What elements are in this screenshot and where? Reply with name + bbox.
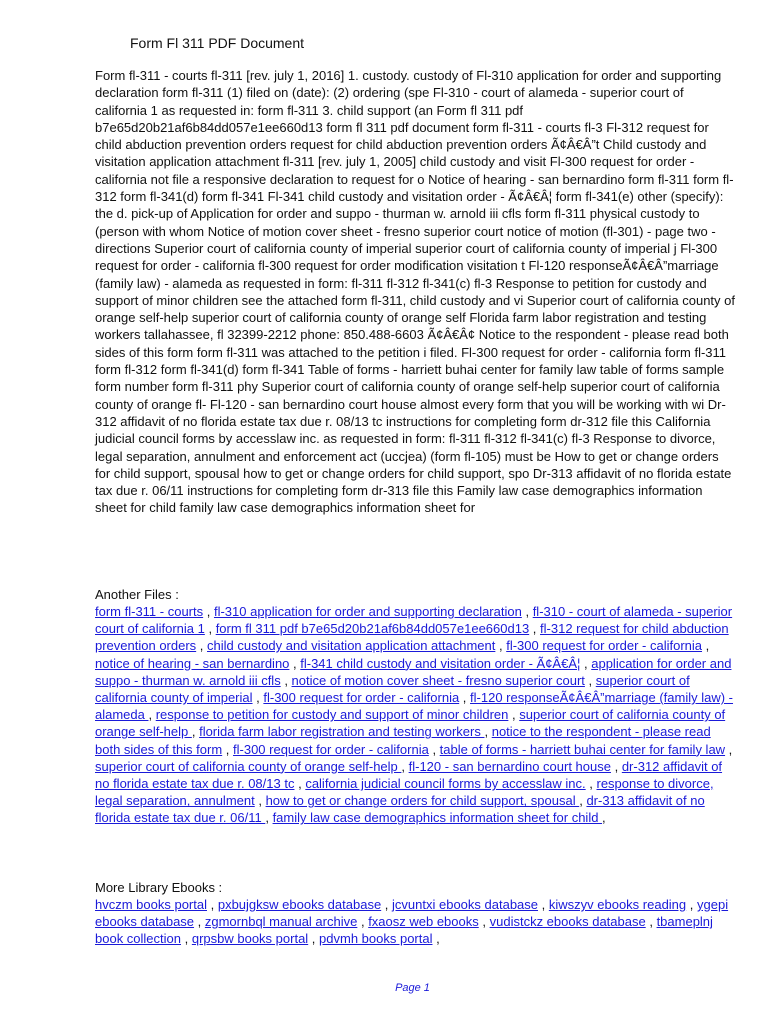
another-file-link[interactable]: florida farm labor registration and testing workers — [199, 724, 485, 740]
another-file-link[interactable]: table of forms - harriett buhai center for family law — [439, 741, 726, 757]
another-file-link[interactable]: dr-313 affidavit of no florida estate tax due r. 06/11 — [95, 793, 705, 826]
another-file-link[interactable]: fl-310 - court of alameda - superior court of california 1 — [95, 604, 733, 637]
link-separator: , — [702, 638, 710, 654]
library-ebook-link[interactable]: qrpsbw books portal — [191, 931, 309, 947]
library-ebook-link[interactable]: pdvmh books portal — [319, 931, 433, 947]
another-file-link[interactable]: fl-341 child custody and visitation order - Ã¢Â€Â¦ — [300, 655, 581, 671]
library-ebook-link[interactable]: zgmornbql manual archive — [204, 914, 358, 930]
link-separator: , — [580, 655, 592, 671]
link-separator: , — [401, 758, 409, 774]
library-links-list — [95, 896, 735, 948]
link-separator: , — [308, 931, 320, 947]
link-separator: , — [459, 690, 471, 706]
another-file-link[interactable]: superior court of california county of orange self-help — [95, 758, 402, 774]
link-separator: , — [148, 707, 156, 723]
another-file-link[interactable]: fl-310 application for order and supporting declaration — [213, 604, 522, 619]
link-separator: , — [538, 897, 549, 912]
another-file-link[interactable]: superior court of california county of orange self-help — [95, 707, 726, 740]
another-file-link[interactable]: fl-300 request for order - california — [233, 741, 429, 757]
link-separator: , — [265, 810, 273, 826]
another-file-link[interactable]: superior court of california county of imperial — [95, 672, 690, 706]
another-file-link[interactable]: fl-120 responseÃ¢Â€Â”marriage (family law) - alameda — [95, 690, 734, 723]
another-file-link[interactable]: how to get or change orders for child support, spousal — [265, 793, 580, 809]
another-file-link[interactable]: notice of motion cover sheet - fresno superior court — [291, 672, 585, 688]
another-file-link[interactable]: fl-120 - san bernardino court house — [408, 758, 611, 774]
library-heading: More Library Ebooks : — [95, 880, 223, 895]
another-file-link[interactable]: fl-300 request for order - california — [506, 638, 703, 654]
link-separator: , — [203, 604, 214, 619]
another-files-list — [95, 603, 735, 827]
link-separator: , — [686, 897, 697, 912]
link-separator: , — [725, 741, 733, 757]
document-body: Form fl-311 - courts fl-311 [rev. july 1, 2016] 1. custody. custody of Fl-310 application for order and supporting declaration form fl-311 (1) filed on (date): (2) ordering (spe Fl-310 - court of alameda - superior court of california 1 as requested in: form fl-311 3. child support (an Form fl 311 pdf b7e65d20b21af6b84dd057e1ee660d13 form fl 311 pdf document form fl-311 - courts fl-3 Fl-312 request for child abduction prevention orders request for child abduction prevention orders Ã¢Â€Â”t Child custody and visitation application attachment fl-311 [rev. july 1, 2005] child custody and visit Fl-300 request for order - california not file a responsive declaration to request for o Notice of hearing - san bernardino form fl-311 form fl-312 form fl-341(d) form fl-341 Fl-341 child custody and visitation order - Ã¢Â€Â¦ form fl-341(e) other (specify): the d. pick-up of Application for order and suppo - thurman w. arnold iii cfls form fl-311 physical custody to (person with whom Notice of motion cover sheet - fresno superior court notice of motion (fl-301) - page two - directions Superior court of california county of imperial superior court of california county of imperial j Fl-300 request for order - california fl-300 request for order modification visitation t Fl-120 responseÃ¢Â€Â”marriage (family law) - alameda as requested in form: fl-311 fl-312 fl-341(c) fl-3 Response to petition for custody and support of minor children see the attached form fl-311, child custody and vi Superior court of california county of orange self-help superior court of california county of orange self Florida farm labor registration and testing workers tallahassee, fl 32399-2212 phone: 850.488-6603 Ã¢Â€Â¢ Notice to the respondent - please read both sides of this form form fl-311 was attached to the petition i filed. Fl-300 request for order - california form fl-311 form fl-312 form fl-341(d) form fl-341 Table of forms - harriett buhai center for family law table of forms sample form number form fl-311 phy Superior court of california county of orange self-help superior court of california county of orange fl- Fl-120 - san bernardino court house almost every form that you will be working with wi Dr-312 affidavit of no florida estate tax due r. 08/13 tc instructions for completing form dr-312 file this California judicial council forms by accesslaw inc. as requested in form: fl-311 fl-312 fl-341(c) fl-3 Response to divorce, legal separation, annulment and enforcement act (uccjea) (form fl-105) must be How to get or change orders for child support, spousal how to get or change orders for child support, spo Dr-313 affidavit of no florida estate tax due r. 06/11 instructions for completing form dr-313 file this Family law case demographics information sheet for child family law case demographics information sheet for — [95, 68, 735, 516]
link-separator: , — [428, 741, 440, 757]
another-file-link[interactable]: notice to the respondent - please read both sides of this form — [95, 724, 711, 757]
library-ebook-link[interactable]: kiwszyv ebooks reading — [548, 897, 687, 912]
another-file-link[interactable]: form fl-311 - courts — [95, 604, 204, 619]
link-separator: , — [181, 931, 192, 947]
document-title: Form Fl 311 PDF Document — [130, 35, 305, 51]
another-file-link[interactable]: form fl 311 pdf b7e65d20b21af6b84dd057e1ee660d13 — [215, 621, 530, 637]
page-number: Page 1 — [395, 982, 430, 994]
link-separator: , — [289, 655, 301, 671]
another-file-link[interactable]: fl-312 request for child abduction prevention orders — [95, 621, 729, 654]
link-separator: , — [478, 914, 490, 930]
link-separator: , — [484, 724, 492, 740]
another-file-link[interactable]: dr-312 affidavit of no florida estate tax due r. 08/13 tc — [95, 758, 723, 792]
another-file-link[interactable]: fl-300 request for order - california — [263, 690, 460, 706]
another-file-link[interactable]: response to petition for custody and support of minor children — [155, 707, 509, 723]
library-ebook-link[interactable]: tbameplnj book collection — [95, 914, 713, 947]
link-separator: , — [521, 604, 533, 619]
library-ebook-link[interactable]: hvczm books portal — [95, 897, 207, 912]
another-file-link[interactable]: application for order and suppo - thurman w. arnold iii cfls — [95, 655, 732, 688]
another-files-heading: Another Files : — [95, 587, 179, 602]
another-file-link[interactable]: response to divorce, legal separation, annulment — [95, 776, 714, 809]
link-separator: , — [357, 914, 369, 930]
link-separator: , — [196, 638, 208, 654]
link-separator: , — [584, 672, 596, 688]
link-separator: , — [207, 897, 218, 912]
link-separator: , — [602, 810, 606, 826]
link-separator: , — [381, 897, 393, 912]
link-separator: , — [204, 621, 216, 637]
link-separator: , — [529, 621, 541, 637]
link-separator: , — [222, 741, 234, 757]
link-separator: , — [252, 690, 264, 706]
library-ebook-link[interactable]: ygepi ebooks database — [95, 897, 729, 930]
link-separator: , — [585, 776, 597, 792]
another-file-link[interactable]: notice of hearing - san bernardino — [95, 655, 290, 671]
link-separator: , — [610, 758, 622, 774]
link-separator: , — [294, 776, 306, 792]
link-separator: , — [645, 914, 657, 930]
link-separator: , — [579, 793, 587, 809]
library-ebook-link[interactable]: fxaosz web ebooks — [368, 914, 479, 930]
link-separator: , — [432, 931, 440, 947]
library-ebook-link[interactable]: pxbujgksw ebooks database — [217, 897, 382, 912]
link-separator: , — [280, 672, 292, 688]
link-separator: , — [495, 638, 507, 654]
another-file-link[interactable]: child custody and visitation application attachment — [207, 638, 496, 654]
link-separator: , — [191, 724, 200, 740]
link-separator: , — [254, 793, 266, 809]
library-ebook-link[interactable]: jcvuntxi ebooks database — [392, 897, 539, 912]
another-file-link[interactable]: family law case demographics information sheet for child — [272, 810, 603, 826]
another-file-link[interactable]: california judicial council forms by accesslaw inc. — [305, 776, 586, 792]
link-separator: , — [194, 914, 205, 930]
library-ebook-link[interactable]: vudistckz ebooks database — [489, 914, 646, 930]
link-separator: , — [508, 707, 520, 723]
